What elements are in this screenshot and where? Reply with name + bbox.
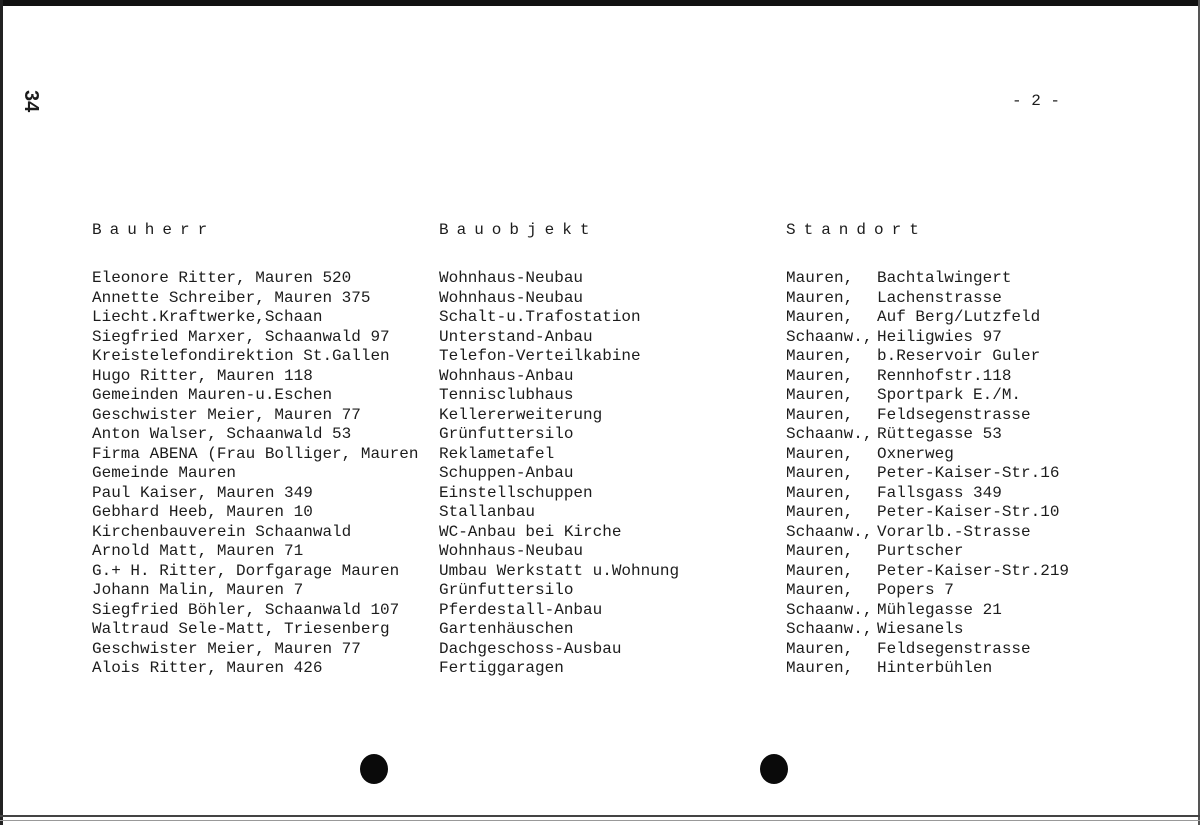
list-row [0,601,1200,621]
ort-cell: Wiesanels [877,620,964,638]
ort-cell: Popers 7 [877,581,954,599]
bottom-edge-line-faint [0,820,1200,821]
list-row [0,328,1200,348]
gemeinde-cell: Mauren, [786,308,854,326]
list-row [0,581,1200,601]
bauobjekt-cell: Wohnhaus-Neubau [439,288,584,307]
bauherr-cell: Annette Schreiber, Mauren 375 [92,288,371,307]
bauobjekt-cell: Fertiggaragen [439,659,564,677]
list-row [0,640,1200,660]
archive-number: 34 [20,90,42,113]
gemeinde-cell: Schaanw., [786,600,873,619]
gemeinde-cell: Mauren, [786,288,854,307]
gemeinde-cell: Schaanw., [786,620,873,638]
bauobjekt-cell: Schalt-u.Trafostation [439,308,641,326]
list-row [0,445,1200,465]
bauherr-cell: Anton Walser, Schaanwald 53 [92,425,352,443]
list-row [0,367,1200,387]
bauobjekt-cell: Einstellschuppen [439,483,593,502]
bauherr-cell: Gemeinden Mauren-u.Eschen [92,386,333,404]
list-row [0,503,1200,523]
bauobjekt-cell: Dachgeschoss-Ausbau [439,639,622,658]
gemeinde-cell: Mauren, [786,444,854,463]
gemeinde-cell: Mauren, [786,542,854,560]
header-standort: Standort [786,221,927,239]
gemeinde-cell: Mauren, [786,561,854,580]
bauherr-cell: Liecht.Kraftwerke,Schaan [92,308,323,326]
bauherr-cell: Kirchenbauverein Schaanwald [92,522,352,541]
header-bauherr: Bauherr [92,221,216,239]
bauherr-cell: Geschwister Meier, Mauren 77 [92,639,361,658]
bauobjekt-cell: Unterstand-Anbau [439,327,593,346]
gemeinde-cell: Mauren, [786,503,854,521]
bauobjekt-cell: Reklametafel [439,444,555,463]
bauherr-cell: Siegfried Marxer, Schaanwald 97 [92,327,390,346]
bauobjekt-cell: Gartenhäuschen [439,620,574,638]
bauherr-cell: G.+ H. Ritter, Dorfgarage Mauren [92,561,400,580]
list-row [0,347,1200,367]
gemeinde-cell: Schaanw., [786,522,873,541]
ort-cell: Sportpark E./M. [877,386,1022,404]
list-row [0,523,1200,543]
gemeinde-cell: Schaanw., [786,327,873,346]
page-number: - 2 - [1012,92,1061,110]
ort-cell: Peter-Kaiser-Str.16 [877,464,1060,482]
bauherr-cell: Paul Kaiser, Mauren 349 [92,483,313,502]
ort-cell: Vorarlb.-Strasse [877,522,1031,541]
bauherr-cell: Gemeinde Mauren [92,464,237,482]
gemeinde-cell: Mauren, [786,639,854,658]
ort-cell: Feldsegenstrasse [877,405,1031,424]
ort-cell: Mühlegasse 21 [877,600,1002,619]
building-permit-list [0,269,1200,679]
bauherr-cell: Johann Malin, Mauren 7 [92,581,304,599]
list-row [0,620,1200,640]
bauobjekt-cell: Grünfuttersilo [439,581,574,599]
bauobjekt-cell: Wohnhaus-Anbau [439,366,574,385]
ort-cell: Rüttegasse 53 [877,425,1002,443]
ort-cell: b.Reservoir Guler [877,347,1041,365]
list-row [0,308,1200,328]
gemeinde-cell: Mauren, [786,347,854,365]
bauobjekt-cell: Schuppen-Anbau [439,464,574,482]
bauherr-cell: Waltraud Sele-Matt, Triesenberg [92,620,390,638]
list-row [0,386,1200,406]
list-row [0,464,1200,484]
bauherr-cell: Arnold Matt, Mauren 71 [92,542,304,560]
list-row [0,562,1200,582]
list-row [0,484,1200,504]
bauobjekt-cell: Kellererweiterung [439,405,603,424]
scan-top-edge [0,0,1200,6]
gemeinde-cell: Mauren, [786,464,854,482]
ort-cell: Feldsegenstrasse [877,639,1031,658]
gemeinde-cell: Mauren, [786,269,854,287]
ort-cell: Peter-Kaiser-Str.219 [877,561,1070,580]
bottom-edge-line [0,815,1200,817]
gemeinde-cell: Mauren, [786,581,854,599]
gemeinde-cell: Schaanw., [786,425,873,443]
ort-cell: Hinterbühlen [877,659,993,677]
ort-cell: Heiligwies 97 [877,327,1002,346]
ort-cell: Fallsgass 349 [877,483,1002,502]
bauobjekt-cell: Wohnhaus-Neubau [439,269,584,287]
punch-hole-right [760,754,788,784]
gemeinde-cell: Mauren, [786,366,854,385]
bauherr-cell: Kreistelefondirektion St.Gallen [92,347,390,365]
bauobjekt-cell: WC-Anbau bei Kirche [439,522,622,541]
ort-cell: Oxnerweg [877,444,954,463]
bauherr-cell: Geschwister Meier, Mauren 77 [92,405,361,424]
list-row [0,425,1200,445]
bauobjekt-cell: Wohnhaus-Neubau [439,542,584,560]
ort-cell: Lachenstrasse [877,288,1002,307]
bauherr-cell: Hugo Ritter, Mauren 118 [92,366,313,385]
bauherr-cell: Alois Ritter, Mauren 426 [92,659,323,677]
gemeinde-cell: Mauren, [786,386,854,404]
ort-cell: Rennhofstr.118 [877,366,1012,385]
gemeinde-cell: Mauren, [786,405,854,424]
list-row [0,406,1200,426]
bauobjekt-cell: Pferdestall-Anbau [439,600,603,619]
bauobjekt-cell: Stallanbau [439,503,536,521]
list-row [0,659,1200,679]
ort-cell: Bachtalwingert [877,269,1012,287]
list-row [0,269,1200,289]
bauobjekt-cell: Tennisclubhaus [439,386,574,404]
bauherr-cell: Gebhard Heeb, Mauren 10 [92,503,313,521]
punch-hole-left [360,754,388,784]
bauobjekt-cell: Umbau Werkstatt u.Wohnung [439,561,680,580]
gemeinde-cell: Mauren, [786,483,854,502]
ort-cell: Peter-Kaiser-Str.10 [877,503,1060,521]
bauherr-cell: Siegfried Böhler, Schaanwald 107 [92,600,400,619]
list-row [0,289,1200,309]
ort-cell: Purtscher [877,542,964,560]
bauobjekt-cell: Grünfuttersilo [439,425,574,443]
list-row [0,542,1200,562]
ort-cell: Auf Berg/Lutzfeld [877,308,1041,326]
bauherr-cell: Firma ABENA (Frau Bolliger, Mauren [92,444,419,463]
bauherr-cell: Eleonore Ritter, Mauren 520 [92,269,352,287]
bauobjekt-cell: Telefon-Verteilkabine [439,347,641,365]
gemeinde-cell: Mauren, [786,659,854,677]
header-bauobjekt: Bauobjekt [439,221,598,239]
